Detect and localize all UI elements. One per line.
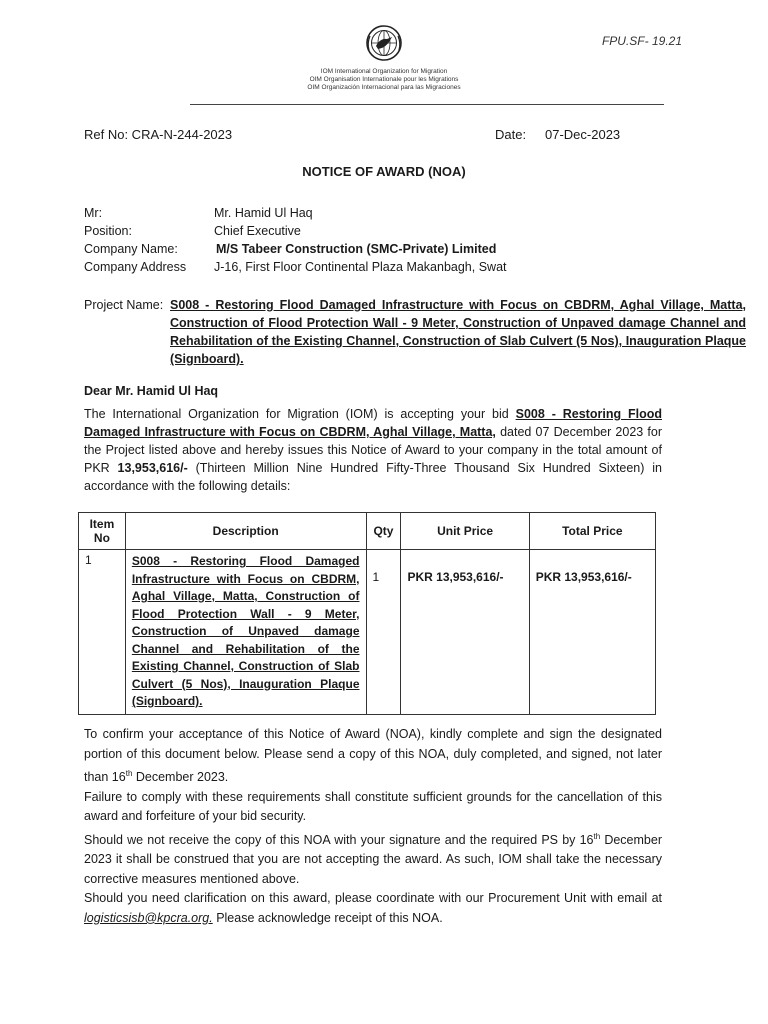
iom-globe-icon	[365, 24, 403, 62]
salutation: Dear Mr. Hamid Ul Haq	[84, 384, 219, 398]
table-row	[79, 550, 656, 715]
org-name-en: IOM International Organization for Migration	[320, 68, 448, 75]
non-receipt-consequence: December 2023 it shall be construed that you are not accepting the award. As such, IOM shall take the necessary corrective measures mentioned above.	[84, 832, 662, 886]
terms-section	[84, 725, 662, 928]
header-description: Description	[125, 513, 366, 550]
intro-part-3: (Thirteen Million Nine Hundred Fifty-Three Thousand Six Hundred Sixteen) in accordance with the following details:	[84, 461, 662, 493]
acceptance-deadline: December 2023.	[132, 770, 229, 785]
intro-paragraph	[84, 405, 662, 495]
cell-total-price: PKR 13,953,616/-	[529, 550, 655, 715]
mr-value: Mr. Hamid Ul Haq	[214, 206, 313, 220]
company-value: M/S Tabeer Construction (SMC-Private) Limited	[216, 242, 497, 256]
position-value: Chief Executive	[214, 224, 301, 238]
intro-part-2: dated 07 December 2023 for the Project listed above and hereby issues this Notice of Award to your company in the total amount of PKR	[84, 425, 663, 475]
document-title: NOTICE OF AWARD (NOA)	[302, 164, 466, 179]
intro-part-1: The International Organization for Migration (IOM) is accepting your bid	[84, 407, 516, 421]
iom-logo	[0, 24, 768, 67]
org-name-fr: OIM Organisation Internationale pour les Migrations	[309, 76, 459, 83]
organization-names	[0, 68, 768, 92]
cell-item-no: 1	[79, 550, 126, 715]
acceptance-paragraph	[84, 725, 662, 788]
procurement-email-link[interactable]: logisticsisb@kpcra.org.	[84, 910, 213, 925]
project-label: Project Name:	[84, 298, 164, 312]
project-name: S008 - Restoring Flood Damaged Infrastructure with Focus on CBDRM, Aghal Village, Matta, Construction of Flood Protection Wall - 9 Meter, Construction of Unpaved damage Channel and Rehabilitation of the Existing Channel, Construction of Slab Culvert (5 Nos), Inauguration Plaque (Signboard).	[170, 298, 746, 366]
header-item-no: Item No	[79, 513, 126, 550]
header-divider	[190, 104, 664, 105]
cell-qty: 1	[366, 550, 401, 715]
date-value: 07-Dec-2023	[545, 127, 621, 142]
acknowledge-text: Please acknowledge receipt of this NOA.	[212, 910, 443, 925]
clarification-text: Should you need clarification on this award, please coordinate with our Procurement Unit with email at	[84, 891, 662, 906]
ordinal-suffix: th	[125, 769, 133, 778]
acceptance-text: To confirm your acceptance of this Notice of Award (NOA), kindly complete and sign the designated portion of this document below. Please send a copy of this NOA, duly completed, and signed, not later than 16	[84, 727, 662, 785]
date-label: Date:	[495, 127, 527, 142]
non-receipt-paragraph	[84, 827, 662, 890]
form-code: FPU.SF- 19.21	[601, 34, 682, 48]
company-label: Company Name:	[84, 242, 178, 256]
position-label: Position:	[84, 224, 132, 238]
mr-label: Mr:	[84, 206, 103, 220]
non-receipt-text: Should we not receive the copy of this NOA with your signature and the required PS by 16	[84, 832, 594, 847]
award-table	[78, 512, 656, 715]
header-total-price: Total Price	[529, 513, 655, 550]
clarification-paragraph	[84, 889, 662, 928]
address-label: Company Address	[84, 260, 187, 274]
failure-paragraph: Failure to comply with these requirements shall constitute sufficient grounds for the cancellation of this award and forfeiture of your bid security.	[84, 789, 662, 824]
intro-amount: 13,953,616/-	[117, 461, 188, 475]
ordinal-suffix: th	[593, 831, 601, 841]
address-value: J-16, First Floor Continental Plaza Makanbagh, Swat	[214, 260, 507, 274]
table-header-row	[79, 513, 656, 550]
header-qty: Qty	[366, 513, 401, 550]
cell-description: S008 - Restoring Flood Damaged Infrastructure with Focus on CBDRM, Aghal Village, Matta, Construction of Flood Protection Wall - 9 Meter, Construction of Unpaved damage Channel and Rehabilitation of the Existing Channel, Construction of Slab Culvert (5 Nos), Inauguration Plaque (Signboard).	[125, 550, 366, 715]
org-name-es: OIM Organización Internacional para las Migraciones	[307, 84, 461, 91]
intro-bid-reference: S008 - Restoring Flood Damaged Infrastructure with Focus on CBDRM, Aghal Village, Matta,	[84, 407, 662, 439]
header-unit-price: Unit Price	[401, 513, 529, 550]
reference-number: Ref No: CRA-N-244-2023	[84, 127, 233, 142]
cell-unit-price: PKR 13,953,616/-	[401, 550, 529, 715]
